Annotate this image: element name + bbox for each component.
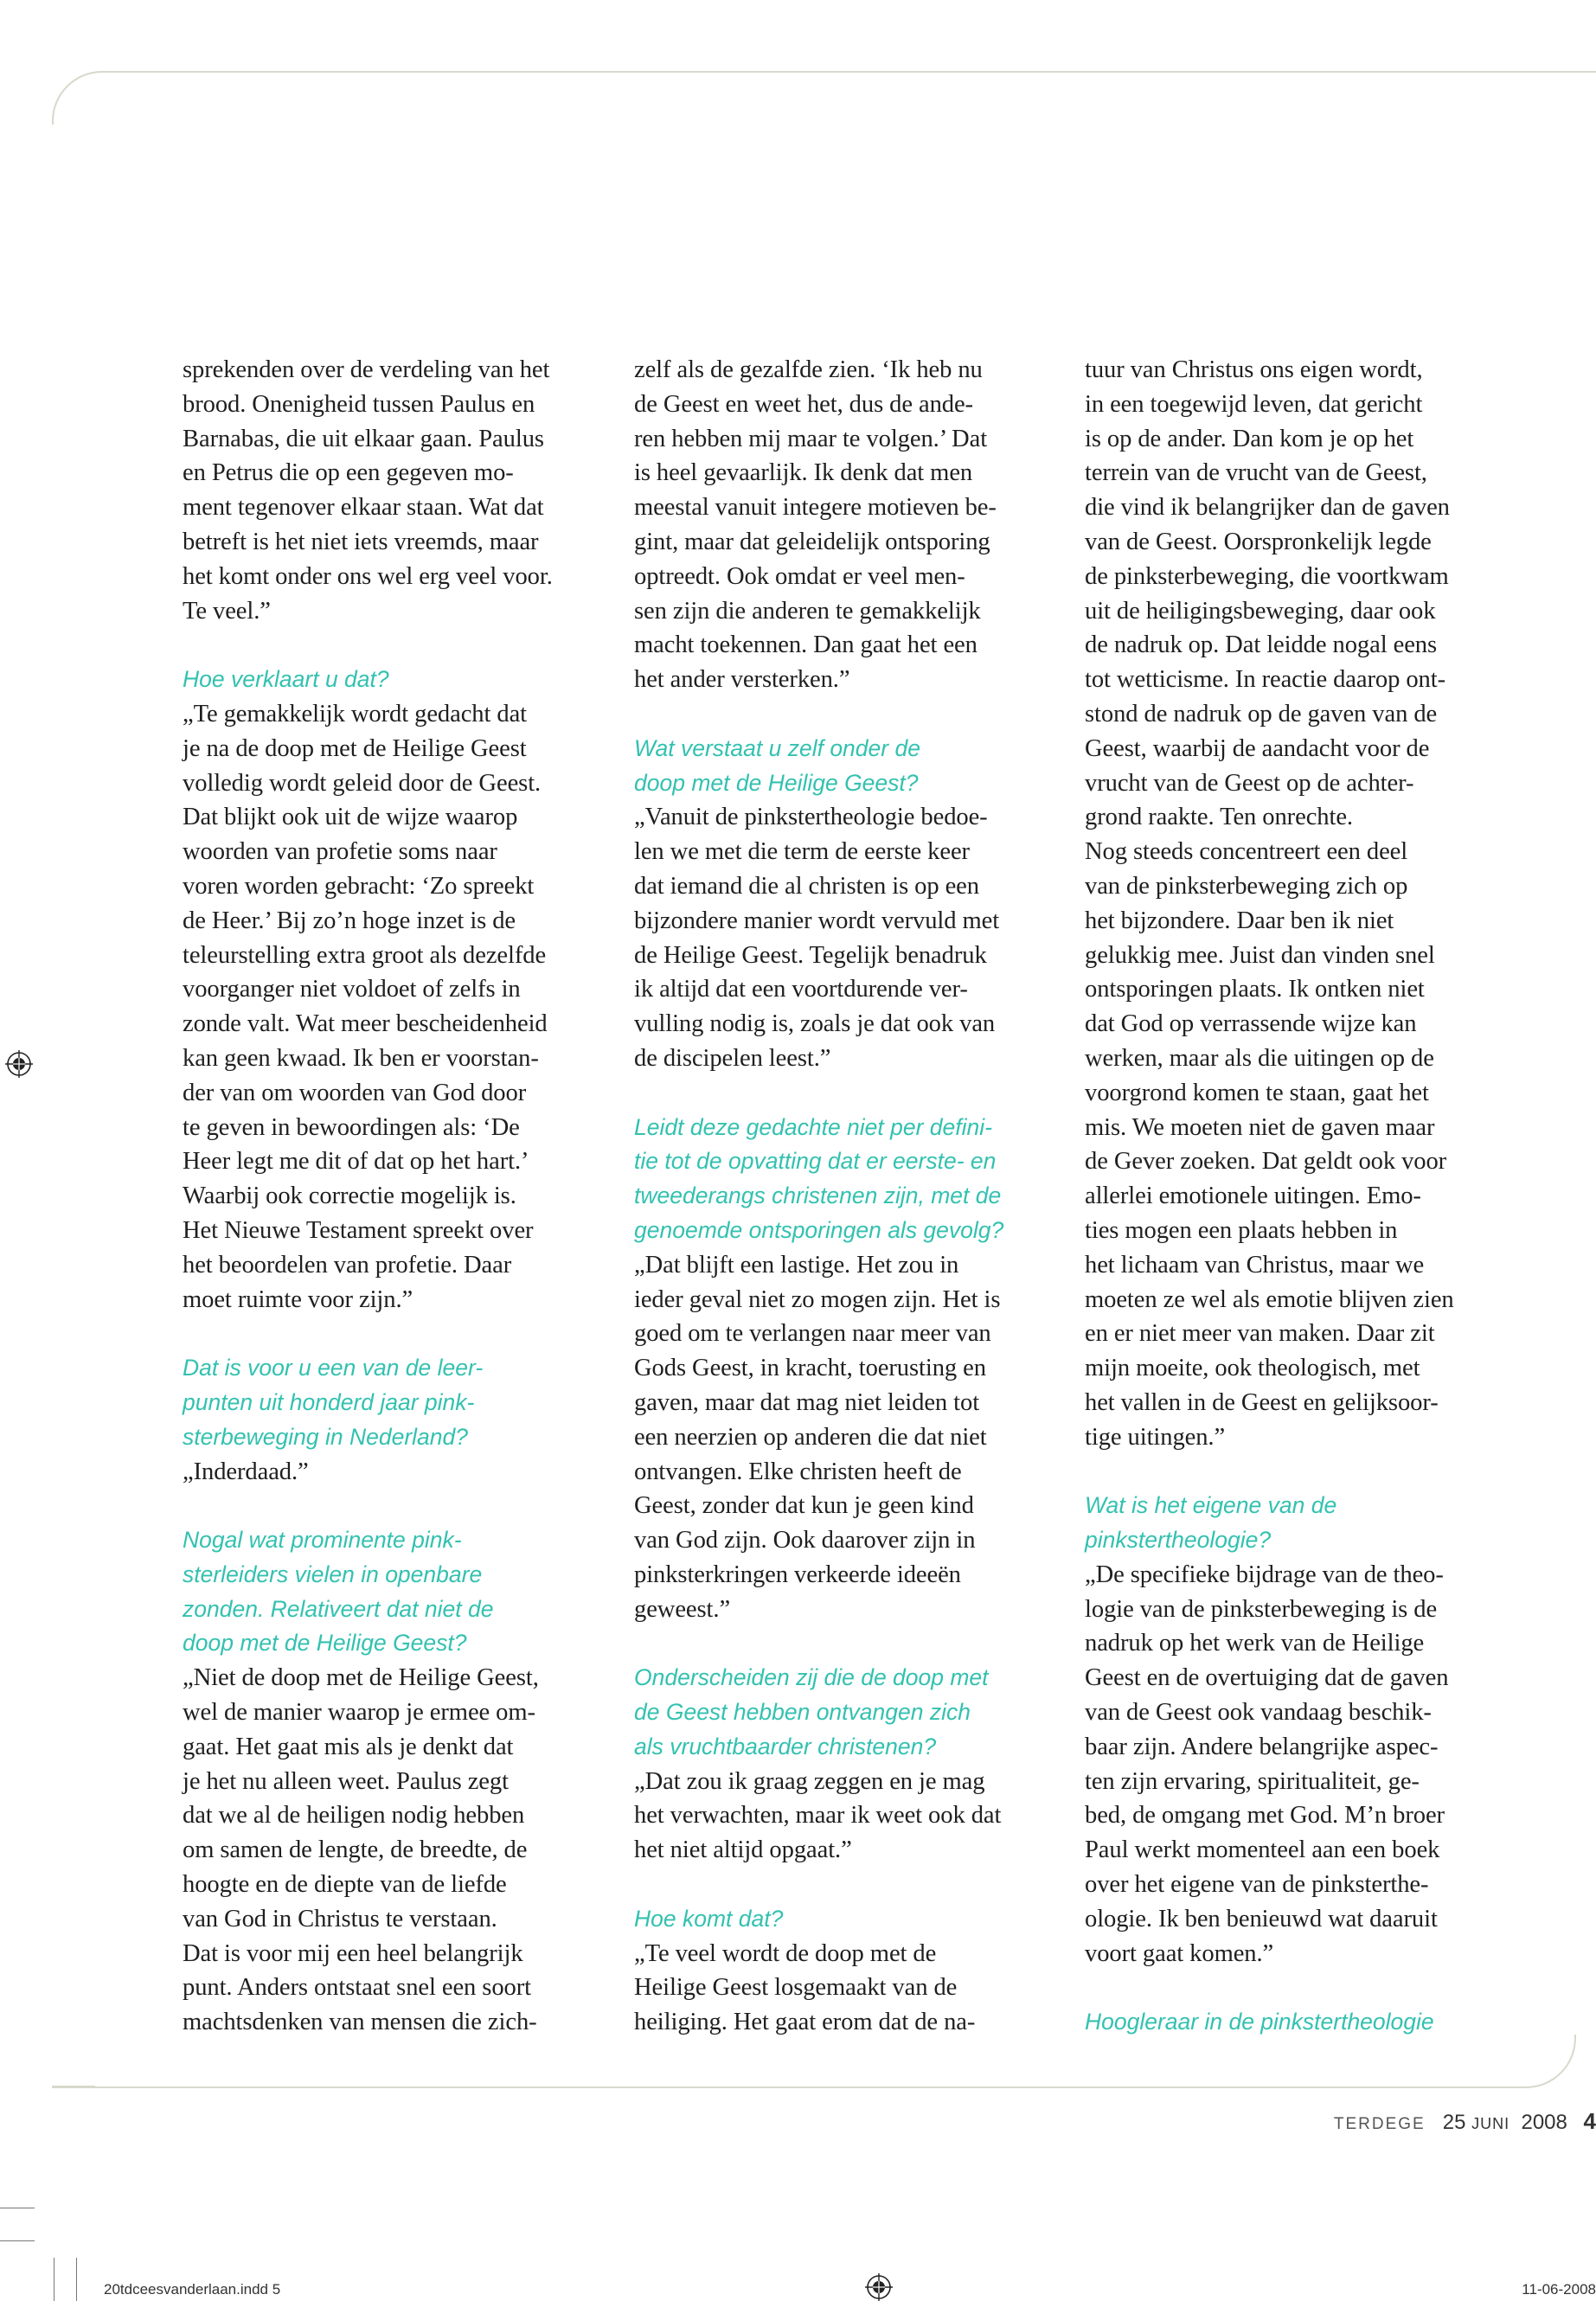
text-line: Geest, zonder dat kun je geen kind: [634, 1492, 974, 1520]
text-line: zelf als de gezalfde zien. ‘Ik heb nu: [634, 356, 983, 383]
text-line: goed om te verlangen naar meer van: [634, 1320, 991, 1348]
text-line: ten zijn ervaring, spiritualiteit, ge-: [1085, 1767, 1420, 1795]
text-line: tie tot de opvatting dat er eerste- en: [634, 1148, 997, 1175]
text-line: volledig wordt geleid door de Geest.: [183, 769, 542, 797]
text-line: stond de nadruk op de gaven van de: [1085, 700, 1438, 727]
text-line: Te veel.”: [183, 597, 271, 625]
text-line: geweest.”: [634, 1595, 731, 1623]
crop-mark-h2: [0, 2240, 35, 2241]
text-line: is op de ander. Dan kom je op het: [1085, 425, 1414, 452]
text-line: Geest, waarbij de aandacht voor de: [1085, 734, 1430, 762]
text-line: „Te veel wordt de doop met de: [634, 1939, 937, 1967]
answer-paragraph: [634, 353, 1049, 697]
text-line: Nogal wat prominente pink-: [183, 1527, 462, 1554]
text-line: kan geen kwaad. Ik ben er voorstan-: [183, 1044, 539, 1072]
text-line: „Inderdaad.”: [183, 1458, 309, 1485]
interview-question: [634, 732, 1049, 801]
text-line: Leidt deze gedachte niet per defini-: [634, 1113, 992, 1140]
footer-month: JUNI: [1471, 2115, 1510, 2132]
text-line: een neerzien op anderen die dat niet: [634, 1423, 987, 1451]
page-number: 4: [1583, 2108, 1596, 2134]
text-line: nadruk op het werk van de Heilige: [1085, 1630, 1425, 1657]
text-line: Hoe verklaart u dat?: [183, 666, 389, 693]
text-line: terrein van de vrucht van de Geest,: [1085, 459, 1427, 487]
text-line: de nadruk op. Dat leidde nogal eens: [1085, 631, 1438, 659]
text-line: sterbeweging in Nederland?: [183, 1423, 468, 1450]
text-line: woorden van profetie soms naar: [183, 838, 497, 866]
text-line: in een toegewijd leven, dat gericht: [1085, 390, 1423, 418]
answer-paragraph: [634, 800, 1049, 1075]
text-line: Geest en de overtuiging dat de gaven: [1085, 1664, 1449, 1692]
text-line: Hoe komt dat?: [634, 1905, 784, 1932]
text-line: ment tegenover elkaar staan. Wat dat: [183, 494, 544, 522]
text-line: voorganger niet voldoet of zelfs in: [183, 976, 521, 1003]
text-line: als vruchtbaarder christenen?: [634, 1733, 937, 1759]
interview-question: [1085, 1489, 1500, 1558]
text-line: Gods Geest, in kracht, toerusting en: [634, 1355, 986, 1382]
text-line: het komt onder ons wel erg veel voor.: [183, 562, 553, 590]
text-line: dat we al de heiligen nodig hebben: [183, 1802, 525, 1830]
text-line: teleurstelling extra groot als dezelfde: [183, 941, 547, 969]
text-line: bed, de omgang met God. M’n broer: [1085, 1802, 1445, 1830]
answer-paragraph: [634, 1765, 1049, 1868]
text-line: Het Nieuwe Testament spreekt over: [183, 1216, 534, 1244]
text-line: Barnabas, die uit elkaar gaan. Paulus: [183, 425, 544, 452]
text-line: de Heilige Geest. Tegelijk benadruk: [634, 941, 987, 969]
text-line: de Gever zoeken. Dat geldt ook voor: [1085, 1148, 1447, 1176]
text-line: gint, maar dat geleidelijk ontsporing: [634, 528, 990, 555]
text-line: de Heer.’ Bij zo’n hoge inzet is de: [183, 907, 516, 934]
text-line: ieder geval niet zo mogen zijn. Het is: [634, 1285, 1001, 1313]
interview-question: [183, 663, 598, 697]
text-line: het vallen in de Geest en gelijksoor-: [1085, 1388, 1439, 1416]
text-line: „De specifieke bijdrage van de theo-: [1085, 1561, 1444, 1588]
text-line: je na de doop met de Heilige Geest: [183, 734, 527, 762]
registration-mark-bottom-icon: [865, 2273, 893, 2301]
text-line: die vind ik belangrijker dan de gaven: [1085, 494, 1450, 522]
interview-question: [183, 1523, 598, 1661]
text-line: Wat verstaat u zelf onder de: [634, 734, 920, 761]
crop-mark-v2: [76, 2258, 77, 2301]
text-line: en Petrus die op een gegeven mo-: [183, 459, 514, 487]
page-frame-bottom: [52, 2035, 1576, 2088]
text-line: punt. Anders ontstaat snel een soort: [183, 1974, 531, 2002]
text-line: de pinksterbeweging, die voortkwam: [1085, 562, 1449, 590]
text-line: werken, maar als die uitingen op de: [1085, 1044, 1434, 1072]
slug-filename: 20tdceesvanderlaan.indd 5: [104, 2281, 281, 2298]
text-line: Hoogleraar in de pinkstertheologie: [1085, 2009, 1434, 2035]
text-line: „Te gemakkelijk wordt gedacht dat: [183, 700, 528, 727]
text-line: grond raakte. Ten onrechte.: [1085, 804, 1353, 831]
text-line: Paul werkt momenteel aan een boek: [1085, 1836, 1440, 1864]
text-line: Heer legt me dit of dat op het hart.’: [183, 1148, 529, 1176]
text-line: uit de heiligingsbeweging, daar ook: [1085, 597, 1436, 625]
text-line: optreedt. Ook omdat er veel men-: [634, 562, 965, 590]
text-line: ren hebben mij maar te volgen.’ Dat: [634, 425, 988, 452]
text-line: Dat blijkt ook uit de wijze waarop: [183, 804, 518, 831]
magazine-name: TERDEGE: [1333, 2115, 1426, 2133]
text-line: sprekenden over de verdeling van het: [183, 356, 550, 383]
registration-mark-icon: [5, 1050, 33, 1078]
page-frame-top: [52, 71, 1596, 125]
text-line: voorgrond komen te staan, gaat het: [1085, 1079, 1429, 1106]
text-line: Heilige Geest losgemaakt van de: [634, 1974, 958, 2002]
text-line: tweederangs christenen zijn, met de: [634, 1183, 1002, 1209]
text-line: Wat is het eigene van de: [1085, 1492, 1337, 1519]
text-line: de Geest en weet het, dus de ande-: [634, 390, 973, 418]
text-line: genoemde ontsporingen als gevolg?: [634, 1216, 1004, 1243]
text-line: van God zijn. Ook daarover zijn in: [634, 1527, 976, 1554]
text-line: gaat. Het gaat mis als je denkt dat: [183, 1733, 514, 1760]
text-line: ties mogen een plaats hebben in: [1085, 1216, 1398, 1244]
text-line: vrucht van de Geest op de achter-: [1085, 769, 1414, 797]
article-column-3: [1085, 353, 1500, 2040]
text-line: vulling nodig is, zoals je dat ook van: [634, 1010, 996, 1038]
text-line: macht toekennen. Dan gaat het een: [634, 631, 977, 659]
text-line: pinksterkringen verkeerde ideeën: [634, 1561, 961, 1588]
text-line: de discipelen leest.”: [634, 1044, 831, 1072]
text-line: zonde valt. Wat meer bescheidenheid: [183, 1010, 548, 1038]
text-line: van de Geest ook vandaag beschik-: [1085, 1699, 1432, 1727]
text-line: gelukkig mee. Juist dan vinden snel: [1085, 941, 1435, 969]
text-line: „Dat zou ik graag zeggen en je mag: [634, 1767, 985, 1795]
text-line: gaven, maar dat mag niet leiden tot: [634, 1388, 980, 1416]
interview-question: [183, 1351, 598, 1454]
text-line: Onderscheiden zij die de doop met: [634, 1664, 989, 1691]
text-line: voort gaat komen.”: [1085, 1939, 1274, 1967]
text-line: Waarbij ook correctie mogelijk is.: [183, 1183, 516, 1210]
text-line: pinkstertheologie?: [1085, 1527, 1272, 1554]
text-line: tot wetticisme. In reactie daarop ont-: [1085, 666, 1445, 694]
text-line: allerlei emotionele uitingen. Emo-: [1085, 1183, 1421, 1210]
text-line: tige uitingen.”: [1085, 1423, 1226, 1451]
text-line: baar zijn. Andere belangrijke aspec-: [1085, 1733, 1439, 1760]
text-line: ontsporingen plaats. Ik ontken niet: [1085, 976, 1425, 1003]
article-column-1: [183, 353, 598, 2040]
text-line: het verwachten, maar ik weet ook dat: [634, 1802, 1002, 1830]
text-line: doop met de Heilige Geest?: [183, 1630, 467, 1657]
text-line: het niet altijd opgaat.”: [634, 1836, 852, 1864]
text-line: Nog steeds concentreert een deel: [1085, 838, 1408, 866]
answer-paragraph: [183, 1661, 598, 2040]
text-line: sterleiders vielen in openbare: [183, 1561, 483, 1587]
interview-question: [634, 1111, 1049, 1248]
text-line: mis. We moeten niet de gaven maar: [1085, 1113, 1435, 1141]
page-frame-bottom-left: [52, 2086, 95, 2087]
text-line: dat God op verrassende wijze kan: [1085, 1010, 1417, 1038]
text-line: van de pinksterbeweging zich op: [1085, 872, 1408, 900]
text-line: hoogte en de diepte van de liefde: [183, 1871, 507, 1899]
text-line: betreft is het niet iets vreemds, maar: [183, 528, 539, 555]
footer-day: 25: [1442, 2111, 1466, 2134]
text-line: moeten ze wel als emotie blijven zien: [1085, 1285, 1454, 1313]
answer-paragraph: [183, 353, 598, 628]
text-line: ologie. Ik ben benieuwd wat daaruit: [1085, 1905, 1438, 1932]
text-line: ontvangen. Elke christen heeft de: [634, 1458, 962, 1485]
text-line: meestal vanuit integere motieven be-: [634, 494, 997, 522]
text-line: tuur van Christus ons eigen wordt,: [1085, 356, 1423, 383]
answer-paragraph: [183, 1455, 598, 1490]
text-line: Dat is voor u een van de leer-: [183, 1355, 484, 1381]
answer-paragraph: [1085, 353, 1500, 1455]
article-column-2: [634, 353, 1049, 2040]
interview-question: [634, 1902, 1049, 1937]
text-line: het ander versterken.”: [634, 666, 850, 694]
text-line: van God in Christus te verstaan.: [183, 1905, 497, 1932]
text-line: voren worden gebracht: ‘Zo spreekt: [183, 872, 535, 900]
page-footer: [1198, 2108, 1596, 2143]
interview-question: [634, 1661, 1049, 1764]
text-line: Dat is voor mij een heel belangrijk: [183, 1939, 523, 1967]
text-line: sen zijn die anderen te gemakkelijk: [634, 597, 981, 625]
text-line: mijn moeite, ook theologisch, met: [1085, 1355, 1420, 1382]
answer-paragraph: [1085, 1558, 1500, 1971]
text-line: doop met de Heilige Geest?: [634, 769, 919, 796]
text-line: heiliging. Het gaat erom dat de na-: [634, 2009, 976, 2036]
answer-paragraph: [183, 697, 598, 1317]
text-line: bijzondere manier wordt vervuld met: [634, 907, 1000, 934]
text-line: van de Geest. Oorspronkelijk legde: [1085, 528, 1432, 555]
text-line: der van om woorden van God door: [183, 1079, 527, 1106]
text-line: zonden. Relativeert dat niet de: [183, 1595, 494, 1622]
text-line: moet ruimte voor zijn.”: [183, 1285, 413, 1313]
text-line: over het eigene van de pinksterthe-: [1085, 1871, 1429, 1899]
text-line: om samen de lengte, de breedte, de: [183, 1836, 528, 1864]
text-line: het beoordelen van profetie. Daar: [183, 1251, 512, 1279]
answer-paragraph: [634, 1937, 1049, 2040]
answer-paragraph: [634, 1248, 1049, 1627]
text-line: wel de manier waarop je ermee om-: [183, 1699, 535, 1727]
text-line: „Vanuit de pinkstertheologie bedoe-: [634, 804, 988, 831]
text-line: te geven in bewoordingen als: ‘De: [183, 1113, 520, 1141]
text-line: de Geest hebben ontvangen zich: [634, 1699, 971, 1726]
text-line: brood. Onenigheid tussen Paulus en: [183, 390, 535, 418]
slug-date: 11-06-2008: [1522, 2281, 1596, 2298]
footer-year: 2008: [1521, 2111, 1567, 2134]
text-line: je het nu alleen weet. Paulus zegt: [183, 1767, 509, 1795]
text-line: len we met die term de eerste keer: [634, 838, 970, 866]
text-line: dat iemand die al christen is op een: [634, 872, 979, 900]
text-line: het bijzondere. Daar ben ik niet: [1085, 907, 1394, 934]
text-line: „Niet de doop met de Heilige Geest,: [183, 1664, 539, 1692]
text-line: machtsdenken van mensen die zich-: [183, 2009, 537, 2036]
text-line: punten uit honderd jaar pink-: [183, 1388, 475, 1415]
interview-question: [1085, 2005, 1500, 2040]
text-line: en er niet meer van maken. Daar zit: [1085, 1320, 1435, 1348]
text-line: het lichaam van Christus, maar we: [1085, 1251, 1425, 1279]
text-line: „Dat blijft een lastige. Het zou in: [634, 1251, 959, 1279]
text-line: is heel gevaarlijk. Ik denk dat men: [634, 459, 973, 487]
text-line: ik altijd dat een voortdurende ver-: [634, 976, 968, 1003]
text-line: logie van de pinksterbeweging is de: [1085, 1595, 1438, 1623]
